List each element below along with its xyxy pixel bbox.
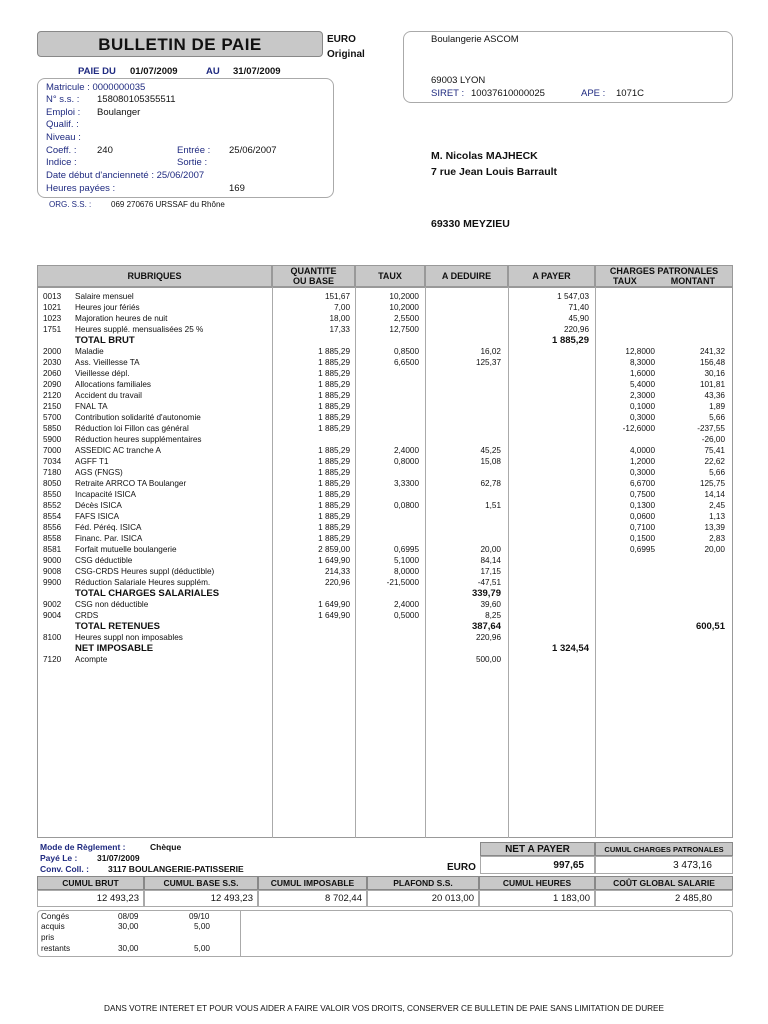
- line-deduire: 15,08: [480, 457, 501, 466]
- line-code: 5900: [43, 435, 62, 444]
- line-base: 1 885,29: [318, 512, 350, 521]
- header-quantite: QUANTITE OU BASE: [272, 265, 355, 287]
- cumul-imposable-value: 8 702,44: [258, 890, 367, 907]
- period-to-label: AU: [206, 66, 220, 77]
- line-pmontant: 22,62: [704, 457, 725, 466]
- line-taux: 2,5500: [393, 314, 419, 323]
- line-label: Réduction heures supplémentaires: [75, 435, 202, 444]
- emploi-label: Emploi :: [46, 107, 81, 118]
- line-pmontant: 5,66: [709, 413, 725, 422]
- line-label: CSG non déductible: [75, 600, 149, 609]
- net-value-box: [480, 856, 595, 874]
- line-deduire: -47,51: [477, 578, 501, 587]
- pay-lines: [0, 291, 768, 691]
- conges-acquis-c2: 5,00: [194, 922, 210, 931]
- line-label: NET IMPOSABLE: [75, 643, 154, 654]
- cumul-heures-header: CUMUL HEURES: [479, 876, 595, 890]
- line-label: Majoration heures de nuit: [75, 314, 168, 323]
- org-ss-label: ORG. S.S. :: [49, 200, 92, 209]
- table-row: [0, 643, 768, 654]
- cumul-charges-header: CUMUL CHARGES PATRONALES: [595, 842, 733, 856]
- line-pmontant: 5,66: [709, 468, 725, 477]
- line-label: Heures jour fériés: [75, 303, 140, 312]
- cumul-brut-value: 12 493,23: [37, 890, 144, 907]
- line-code: 2000: [43, 347, 62, 356]
- cumul-brut-header: CUMUL BRUT: [37, 876, 144, 890]
- line-pmontant: 1,89: [709, 402, 725, 411]
- table-row: [0, 456, 768, 467]
- line-label: TOTAL CHARGES SALARIALES: [75, 588, 220, 599]
- matricule: Matricule : 0000000035: [46, 82, 146, 93]
- line-label: Accident du travail: [75, 391, 142, 400]
- plafond-value: 20 013,00: [367, 890, 479, 907]
- mode-label: Mode de Règlement :: [40, 842, 126, 852]
- line-ptaux: 1,6000: [629, 369, 655, 378]
- line-code: 2030: [43, 358, 62, 367]
- line-ptaux: 4,0000: [629, 446, 655, 455]
- line-ptaux: -12,6000: [622, 424, 655, 433]
- line-base: 1 885,29: [318, 358, 350, 367]
- line-deduire: 45,25: [480, 446, 501, 455]
- table-row: [0, 577, 768, 588]
- line-code: 1751: [43, 325, 62, 334]
- line-ptaux: 0,3000: [629, 413, 655, 422]
- line-label: AGS (FNGS): [75, 468, 123, 477]
- table-row: [0, 533, 768, 544]
- recipient-name: M. Nicolas MAJHECK: [431, 150, 538, 162]
- line-code: 1023: [43, 314, 62, 323]
- conges-acquis-label: acquis: [41, 922, 65, 931]
- line-label: FNAL TA: [75, 402, 108, 411]
- line-label: Maladie: [75, 347, 104, 356]
- line-pmontant: 13,39: [704, 523, 725, 532]
- line-label: Ass. Vieillesse TA: [75, 358, 140, 367]
- conv-label: Conv. Coll. :: [40, 864, 89, 874]
- line-label: Acompte: [75, 655, 108, 664]
- anciennete: Date début d'ancienneté : 25/06/2007: [46, 170, 205, 181]
- line-label: FAFS ISICA: [75, 512, 120, 521]
- line-label: CRDS: [75, 611, 99, 620]
- line-label: Heures supplé. mensualisées 25 %: [75, 325, 204, 334]
- paye-label: Payé Le :: [40, 853, 78, 863]
- header-payer: A PAYER: [508, 265, 595, 287]
- line-taux: 8,0000: [393, 567, 419, 576]
- line-base: 220,96: [324, 578, 350, 587]
- emploi-value: Boulanger: [97, 107, 141, 118]
- line-payer: 1 324,54: [552, 643, 589, 654]
- line-code: 8558: [43, 534, 62, 543]
- table-row: [0, 610, 768, 621]
- line-pmontant: 600,51: [695, 621, 725, 632]
- line-code: 2150: [43, 402, 62, 411]
- header-charges: CHARGES PATRONALES TAUX MONTANT: [595, 265, 733, 287]
- line-base: 2 859,00: [318, 545, 350, 554]
- line-deduire: 8,25: [485, 611, 501, 620]
- line-label: Vieillesse dépl.: [75, 369, 130, 378]
- line-code: 8550: [43, 490, 62, 499]
- table-row: [0, 544, 768, 555]
- currency-label: EURO: [327, 34, 356, 45]
- table-row: [0, 423, 768, 434]
- line-base: 1 885,29: [318, 424, 350, 433]
- title-box: [37, 31, 323, 57]
- table-row: [0, 588, 768, 599]
- table-row: [0, 434, 768, 445]
- line-pmontant: -26,00: [701, 435, 725, 444]
- coeff-value: 240: [97, 145, 113, 156]
- period-from: 01/07/2009: [130, 66, 178, 77]
- line-code: 7034: [43, 457, 62, 466]
- conges-pris-label: pris: [41, 933, 55, 942]
- line-code: 9008: [43, 567, 62, 576]
- line-deduire: 16,02: [480, 347, 501, 356]
- line-deduire: 17,15: [480, 567, 501, 576]
- recipient-city: 69330 MEYZIEU: [431, 218, 510, 230]
- line-label: Allocations familiales: [75, 380, 151, 389]
- line-taux: 10,2000: [389, 303, 419, 312]
- net-box-header: [480, 842, 595, 856]
- line-base: 1 885,29: [318, 369, 350, 378]
- ss-value: 158080105355511: [97, 94, 176, 105]
- line-base: 18,00: [329, 314, 350, 323]
- line-pmontant: 2,45: [709, 501, 725, 510]
- line-ptaux: 6,6700: [629, 479, 655, 488]
- line-ptaux: 0,0600: [629, 512, 655, 521]
- line-payer: 1 885,29: [552, 335, 589, 346]
- table-row: [0, 654, 768, 665]
- table-row: [0, 555, 768, 566]
- line-label: Incapacité ISICA: [75, 490, 136, 499]
- line-base: 1 649,90: [318, 611, 350, 620]
- line-code: 9000: [43, 556, 62, 565]
- line-payer: 220,96: [563, 325, 589, 334]
- line-code: 8050: [43, 479, 62, 488]
- entree-value: 25/06/2007: [229, 145, 277, 156]
- line-label: Salaire mensuel: [75, 292, 134, 301]
- line-code: 0013: [43, 292, 62, 301]
- line-taux: 2,4000: [393, 446, 419, 455]
- cumul-charges-value: 3 473,16: [673, 860, 712, 871]
- table-row: [0, 467, 768, 478]
- line-deduire: 62,78: [480, 479, 501, 488]
- indice-label: Indice :: [46, 157, 77, 168]
- coeff-label: Coeff. :: [46, 145, 77, 156]
- line-label: Financ. Par. ISICA: [75, 534, 143, 543]
- conges-restants-label: restants: [41, 944, 71, 953]
- line-pmontant: 2,83: [709, 534, 725, 543]
- table-row: [0, 478, 768, 489]
- line-base: 214,33: [324, 567, 350, 576]
- plafond-header: PLAFOND S.S.: [367, 876, 479, 890]
- qualif-label: Qualif. :: [46, 119, 79, 130]
- line-label: TOTAL RETENUES: [75, 621, 160, 632]
- cumul-heures-value: 1 183,00: [479, 890, 595, 907]
- siret-value: 10037610000025: [471, 88, 545, 99]
- line-ptaux: 5,4000: [629, 380, 655, 389]
- table-row: [0, 632, 768, 643]
- table-row: [0, 522, 768, 533]
- line-base: 17,33: [329, 325, 350, 334]
- line-pmontant: 43,36: [704, 391, 725, 400]
- cumul-imposable-header: CUMUL IMPOSABLE: [258, 876, 367, 890]
- heures-label: Heures payées :: [46, 183, 116, 194]
- line-label: Heures suppl non imposables: [75, 633, 183, 642]
- original-label: Original: [327, 49, 365, 60]
- org-ss-value: 069 270676 URSSAF du Rhône: [111, 200, 225, 209]
- line-base: 1 885,29: [318, 534, 350, 543]
- table-row: [0, 313, 768, 324]
- line-code: 7180: [43, 468, 62, 477]
- cumul-charges-box: [595, 856, 733, 874]
- line-payer: 71,40: [568, 303, 589, 312]
- line-taux: 5,1000: [393, 556, 419, 565]
- ape-value: 1071C: [616, 88, 644, 99]
- line-code: 9002: [43, 600, 62, 609]
- conges-restants-c1: 30,00: [118, 944, 139, 953]
- line-code: 5700: [43, 413, 62, 422]
- line-label: Féd. Péréq. ISICA: [75, 523, 142, 532]
- line-taux: 12,7500: [389, 325, 419, 334]
- line-label: Forfait mutuelle boulangerie: [75, 545, 177, 554]
- line-base: 1 885,29: [318, 490, 350, 499]
- conges-title: Congés: [41, 912, 70, 921]
- line-pmontant: 156,48: [699, 358, 725, 367]
- cumul-base-value: 12 493,23: [144, 890, 258, 907]
- line-ptaux: 0,7100: [629, 523, 655, 532]
- line-code: 2090: [43, 380, 62, 389]
- line-label: Contribution solidarité d'autonomie: [75, 413, 201, 422]
- line-pmontant: 241,32: [699, 347, 725, 356]
- line-taux: -21,5000: [386, 578, 419, 587]
- line-ptaux: 0,7500: [629, 490, 655, 499]
- employer-city: 69003 LYON: [431, 75, 486, 86]
- table-row: [0, 599, 768, 610]
- line-code: 7000: [43, 446, 62, 455]
- line-base: 1 885,29: [318, 457, 350, 466]
- table-row: [0, 621, 768, 632]
- line-code: 5850: [43, 424, 62, 433]
- line-code: 2120: [43, 391, 62, 400]
- line-ptaux: 12,8000: [625, 347, 655, 356]
- euro-label: EURO: [447, 862, 476, 873]
- net-value: 997,65: [553, 860, 584, 871]
- line-code: 8554: [43, 512, 62, 521]
- line-taux: 0,8000: [393, 457, 419, 466]
- disclaimer: DANS VOTRE INTERET ET POUR VOUS AIDER A FAIRE VALOIR VOS DROITS, CONSERVER CE BULLETIN DE PAIE SANS LIMITATION DE DUREE: [104, 1004, 664, 1013]
- cout-global-header: COÛT GLOBAL SALARIE: [595, 876, 733, 890]
- line-taux: 0,0800: [393, 501, 419, 510]
- line-label: Réduction Salariale Heures supplém.: [75, 578, 211, 587]
- table-row: [0, 401, 768, 412]
- line-base: 1 885,29: [318, 402, 350, 411]
- line-pmontant: 30,16: [704, 369, 725, 378]
- line-taux: 2,4000: [393, 600, 419, 609]
- line-base: 1 885,29: [318, 523, 350, 532]
- line-code: 7120: [43, 655, 62, 664]
- ss-label: N° s.s. :: [46, 94, 80, 105]
- line-payer: 1 547,03: [557, 292, 589, 301]
- line-deduire: 84,14: [480, 556, 501, 565]
- table-row: [0, 324, 768, 335]
- line-label: Retraite ARRCO TA Boulanger: [75, 479, 187, 488]
- line-code: 1021: [43, 303, 62, 312]
- line-label: AGFF T1: [75, 457, 109, 466]
- period-to: 31/07/2009: [233, 66, 281, 77]
- line-pmontant: 125,75: [699, 479, 725, 488]
- line-code: 9004: [43, 611, 62, 620]
- conges-acquis-c1: 30,00: [118, 922, 139, 931]
- line-base: 1 885,29: [318, 347, 350, 356]
- table-row: [0, 489, 768, 500]
- table-row: [0, 335, 768, 346]
- line-code: 8100: [43, 633, 62, 642]
- period-from-label: PAIE DU: [78, 66, 116, 77]
- line-deduire: 387,64: [471, 621, 501, 632]
- line-deduire: 1,51: [485, 501, 501, 510]
- line-code: 8556: [43, 523, 62, 532]
- line-base: 1 885,29: [318, 413, 350, 422]
- line-deduire: 500,00: [475, 655, 501, 664]
- table-row: [0, 566, 768, 577]
- line-base: 151,67: [324, 292, 350, 301]
- line-ptaux: 0,1000: [629, 402, 655, 411]
- line-deduire: 339,79: [471, 588, 501, 599]
- line-base: 1 885,29: [318, 380, 350, 389]
- line-ptaux: 0,1500: [629, 534, 655, 543]
- ape-label: APE :: [581, 88, 606, 99]
- line-base: 1 885,29: [318, 501, 350, 510]
- line-taux: 10,2000: [389, 292, 419, 301]
- table-row: [0, 379, 768, 390]
- line-taux: 0,5000: [393, 611, 419, 620]
- sortie-label: Sortie :: [177, 157, 208, 168]
- line-deduire: 125,37: [475, 358, 501, 367]
- line-taux: 0,8500: [393, 347, 419, 356]
- line-pmontant: 101,81: [699, 380, 725, 389]
- cumul-base-header: CUMUL BASE S.S.: [144, 876, 258, 890]
- table-row: [0, 500, 768, 511]
- line-base: 1 885,29: [318, 446, 350, 455]
- conges-col1: 08/09: [118, 912, 139, 921]
- line-taux: 3,3300: [393, 479, 419, 488]
- line-pmontant: 75,41: [704, 446, 725, 455]
- table-row: [0, 390, 768, 401]
- line-base: 7,00: [334, 303, 350, 312]
- cout-global-value: 2 485,80: [595, 890, 733, 907]
- line-label: TOTAL BRUT: [75, 335, 135, 346]
- line-ptaux: 8,3000: [629, 358, 655, 367]
- table-row: [0, 346, 768, 357]
- header-deduire: A DEDUIRE: [425, 265, 508, 287]
- siret-label: SIRET :: [431, 88, 465, 99]
- line-taux: 0,6995: [393, 545, 419, 554]
- line-label: ASSEDIC AC tranche A: [75, 446, 162, 455]
- line-deduire: 220,96: [475, 633, 501, 642]
- table-row: [0, 302, 768, 313]
- line-label: Décès ISICA: [75, 501, 122, 510]
- line-pmontant: 14,14: [704, 490, 725, 499]
- heures-value: 169: [229, 183, 245, 194]
- line-label: CSG déductible: [75, 556, 133, 565]
- niveau-label: Niveau :: [46, 132, 81, 143]
- paye-value: 31/07/2009: [97, 853, 140, 863]
- page-title: BULLETIN DE PAIE: [98, 35, 262, 54]
- line-base: 1 649,90: [318, 600, 350, 609]
- conv-value: 3117 BOULANGERIE-PATISSERIE: [108, 864, 244, 874]
- line-taux: 6,6500: [393, 358, 419, 367]
- line-label: Réduction loi Fillon cas général: [75, 424, 189, 433]
- line-code: 8552: [43, 501, 62, 510]
- employer-name: Boulangerie ASCOM: [431, 34, 519, 45]
- conges-restants-c2: 5,00: [194, 944, 210, 953]
- line-code: 2060: [43, 369, 62, 378]
- net-label: NET A PAYER: [505, 844, 570, 855]
- table-row: [0, 357, 768, 368]
- line-ptaux: 0,6995: [629, 545, 655, 554]
- line-pmontant: 1,13: [709, 512, 725, 521]
- line-ptaux: 1,2000: [629, 457, 655, 466]
- line-code: 9900: [43, 578, 62, 587]
- table-row: [0, 445, 768, 456]
- line-deduire: 20,00: [480, 545, 501, 554]
- line-label: CSG-CRDS Heures suppl (déductible): [75, 567, 215, 576]
- line-ptaux: 0,1300: [629, 501, 655, 510]
- table-row: [0, 412, 768, 423]
- conges-divider: [240, 910, 241, 957]
- conges-box: [37, 910, 733, 957]
- table-row: [0, 511, 768, 522]
- line-base: 1 885,29: [318, 468, 350, 477]
- line-pmontant: -237,55: [697, 424, 725, 433]
- line-code: 8581: [43, 545, 62, 554]
- line-ptaux: 0,3000: [629, 468, 655, 477]
- line-pmontant: 20,00: [704, 545, 725, 554]
- line-deduire: 39,60: [480, 600, 501, 609]
- line-ptaux: 2,3000: [629, 391, 655, 400]
- line-payer: 45,90: [568, 314, 589, 323]
- header-taux: TAUX: [355, 265, 425, 287]
- entree-label: Entrée :: [177, 145, 211, 156]
- header-rubriques: RUBRIQUES: [37, 265, 272, 287]
- line-base: 1 885,29: [318, 479, 350, 488]
- table-row: [0, 291, 768, 302]
- recipient-street: 7 rue Jean Louis Barrault: [431, 166, 558, 178]
- line-base: 1 885,29: [318, 391, 350, 400]
- line-base: 1 649,90: [318, 556, 350, 565]
- mode-value: Chèque: [150, 842, 182, 852]
- table-row: [0, 368, 768, 379]
- conges-col2: 09/10: [189, 912, 210, 921]
